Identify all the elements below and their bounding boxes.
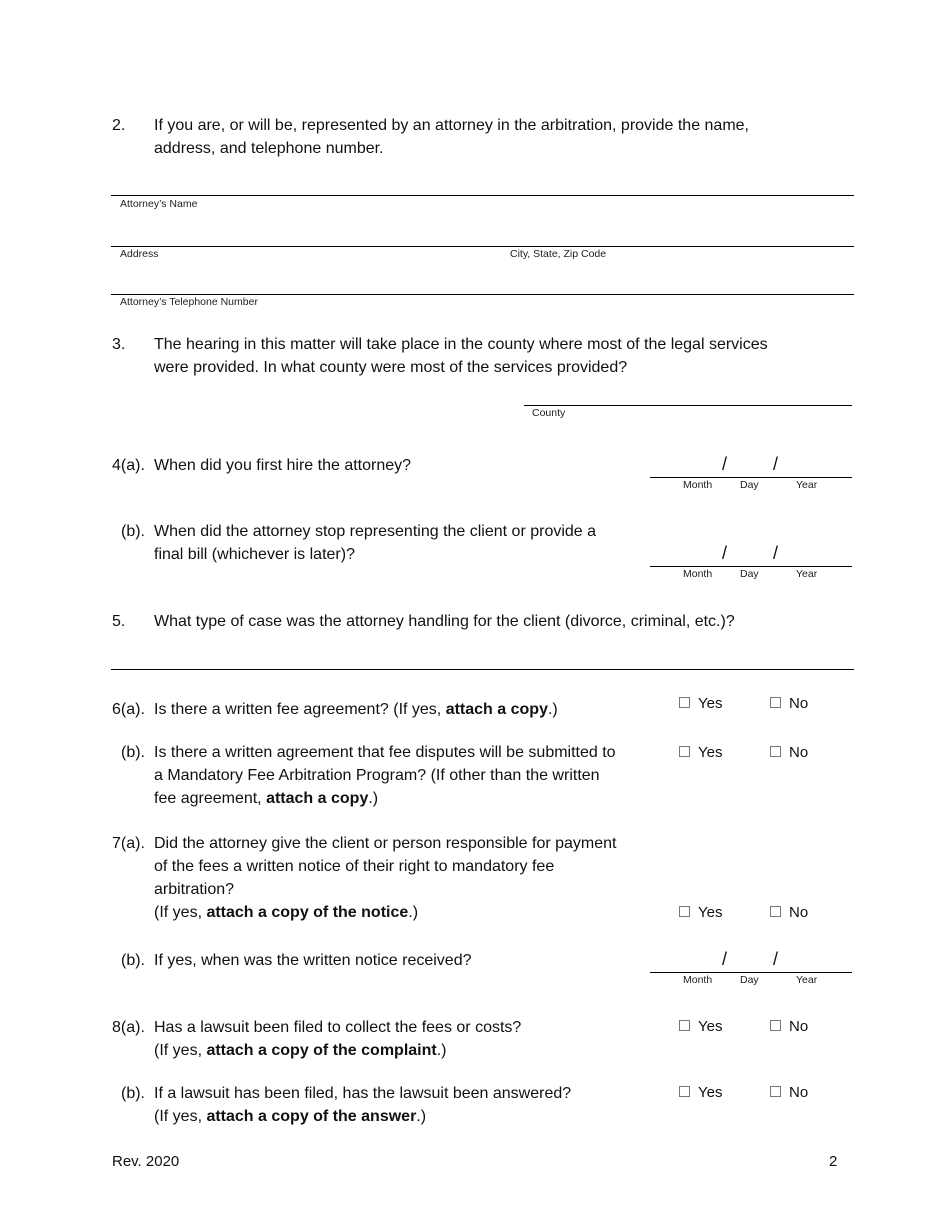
city-state-zip-label: City, State, Zip Code [510,248,607,260]
q6a-text-pre: Is there a written fee agreement? (If yes, [154,701,446,718]
q8b-line2-bold: attach a copy of the answer [206,1108,417,1125]
checkbox-icon[interactable] [679,1086,690,1097]
q2-text [154,114,854,160]
q8a-line2-post: .) [436,1042,447,1059]
q7a-text-line1: Did the attorney give the client or person responsible for payment [154,835,617,852]
q6b-no-label: No [789,744,809,761]
q8b-text [154,1082,669,1128]
q7b-number: (b). [121,952,145,969]
checkbox-icon[interactable] [679,697,690,708]
q7b-date-slash-1: / [722,949,728,969]
q8a-no-checkbox[interactable] [770,1018,808,1036]
q8b-no-label: No [789,1084,809,1101]
telephone-label: Attorney’s Telephone Number [120,296,258,308]
county-line[interactable] [524,405,852,406]
q8a-text-line1: Has a lawsuit been filed to collect the fees or costs? [154,1019,522,1036]
q4b-date-slash-2: / [773,543,779,563]
q6b-yes-checkbox[interactable] [679,744,722,762]
q6a-number: 6(a). [112,701,145,718]
q8b-text-line1: If a lawsuit has been filed, has the lawsuit been answered? [154,1085,572,1102]
q8a-text-line2 [154,1039,669,1062]
q6a-yes-label: Yes [698,695,723,712]
q6a-text-post: .) [547,701,558,718]
q7a-text [154,832,669,924]
q4a-text: When did you first hire the attorney? [154,457,412,474]
q8a-line2-bold: attach a copy of the complaint [206,1042,437,1059]
q6b-yes-label: Yes [698,744,723,761]
footer-revision: Rev. 2020 [112,1153,180,1170]
q6b-text-line3 [154,787,669,810]
q4b-month-label: Month [683,568,713,580]
q8b-number: (b). [121,1085,145,1102]
q7a-text-line2: of the fees a written notice of their right to mandatory fee [154,858,555,875]
case-type-line[interactable] [111,669,854,670]
q7b-date-slash-2: / [773,949,779,969]
checkbox-icon[interactable] [770,746,781,757]
q3-text-line2: were provided. In what county were most of the services provided? [154,359,628,376]
q7a-text-line3: arbitration? [154,881,235,898]
q3-text [154,333,854,379]
q8a-yes-checkbox[interactable] [679,1018,722,1036]
q7b-day-label: Day [740,974,759,986]
q4a-month-label: Month [683,479,713,491]
address-line[interactable] [111,246,854,247]
q6a-yes-checkbox[interactable] [679,695,722,713]
q6b-number: (b). [121,744,145,761]
q8a-line2-pre: (If yes, [154,1042,207,1059]
q7a-line4-bold: attach a copy of the notice [206,904,409,921]
telephone-line[interactable] [111,294,854,295]
q4b-text-line2: final bill (whichever is later)? [154,546,355,563]
attorney-name-label: Attorney’s Name [120,198,198,210]
q2-text-line2: address, and telephone number. [154,140,384,157]
county-label: County [532,407,566,419]
checkbox-icon[interactable] [679,1020,690,1031]
q7a-number: 7(a). [112,835,145,852]
q6b-line3-pre: fee agreement, [154,790,267,807]
q4a-date-slash-2: / [773,454,779,474]
q6b-line3-bold: attach a copy [266,790,369,807]
q6a-no-label: No [789,695,809,712]
q8b-text-line2 [154,1105,669,1128]
q7b-date-line[interactable] [650,972,852,973]
q7a-no-label: No [789,904,809,921]
q3-text-line1: The hearing in this matter will take place in the county where most of the legal services [154,336,768,353]
q8a-text [154,1016,669,1062]
attorney-name-line[interactable] [111,195,854,196]
q4b-date-line[interactable] [650,566,852,567]
q4a-number: 4(a). [112,457,145,474]
q7a-yes-checkbox[interactable] [679,904,722,922]
q8b-yes-checkbox[interactable] [679,1084,722,1102]
footer-page-number: 2 [829,1153,838,1170]
q4b-date-slash-1: / [722,543,728,563]
q4a-year-label: Year [796,479,818,491]
q8b-line2-pre: (If yes, [154,1108,207,1125]
q4a-day-label: Day [740,479,759,491]
q6b-no-checkbox[interactable] [770,744,808,762]
q6a-text-bold: attach a copy [445,701,548,718]
q6a-no-checkbox[interactable] [770,695,808,713]
q7a-line4-pre: (If yes, [154,904,207,921]
checkbox-icon[interactable] [770,1020,781,1031]
checkbox-icon[interactable] [679,906,690,917]
q7b-month-label: Month [683,974,713,986]
q4b-day-label: Day [740,568,759,580]
q3-number: 3. [112,336,126,353]
checkbox-icon[interactable] [770,1086,781,1097]
q8b-no-checkbox[interactable] [770,1084,808,1102]
q7a-text-line4 [154,901,669,924]
q7b-year-label: Year [796,974,818,986]
q4b-year-label: Year [796,568,818,580]
q4b-number: (b). [121,523,145,540]
q5-number: 5. [112,613,126,630]
q8a-number: 8(a). [112,1019,145,1036]
checkbox-icon[interactable] [679,746,690,757]
q4a-date-line[interactable] [650,477,852,478]
q8a-yes-label: Yes [698,1018,723,1035]
q6b-text-line2: a Mandatory Fee Arbitration Program? (If other than the written [154,767,600,784]
checkbox-icon[interactable] [770,906,781,917]
q8b-line2-post: .) [416,1108,427,1125]
q6b-line3-post: .) [368,790,379,807]
q6a-text [154,698,558,721]
q2-text-line1: If you are, or will be, represented by an attorney in the arbitration, provide the name, [154,117,749,134]
q5-text: What type of case was the attorney handling for the client (divorce, criminal, etc.)? [154,613,735,630]
q4b-text-line1: When did the attorney stop representing the client or provide a [154,523,597,540]
q7a-no-checkbox[interactable] [770,904,808,922]
q6b-text [154,741,669,810]
q4a-date-slash-1: / [722,454,728,474]
q4b-text [154,520,654,566]
q7b-text: If yes, when was the written notice received? [154,952,472,969]
q7a-yes-label: Yes [698,904,723,921]
q2-number: 2. [112,117,126,134]
q6b-text-line1: Is there a written agreement that fee disputes will be submitted to [154,744,616,761]
address-label: Address [120,248,159,260]
checkbox-icon[interactable] [770,697,781,708]
q8b-yes-label: Yes [698,1084,723,1101]
q7a-line4-post: .) [408,904,419,921]
q8a-no-label: No [789,1018,809,1035]
